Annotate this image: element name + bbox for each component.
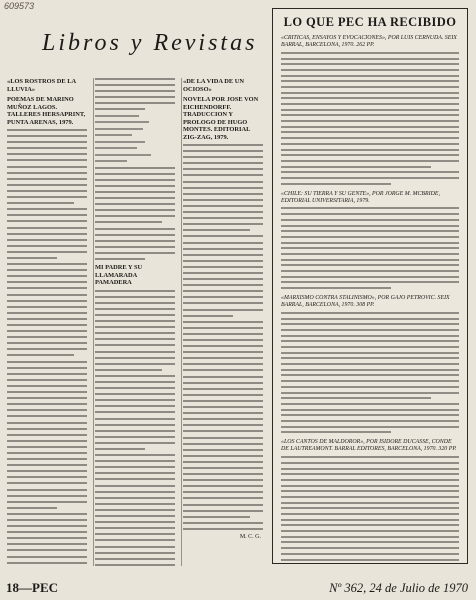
article-subheadline: NOVELA POR JOSE VON EICHENDORFF. TRADUCCION Y PROLOGO DE HUGO MONTES. EDITORIAL ZIG-ZAG, 1979.	[183, 96, 259, 141]
illegible-text-block	[281, 52, 459, 185]
received-books-box	[272, 8, 468, 564]
column-1	[7, 78, 87, 566]
page-number: 18—PEC	[6, 580, 58, 595]
illegible-text-block	[7, 129, 87, 564]
received-entry-heading: «MARXISMO CONTRA STALINISMO», POR GAJO PETROVIC. SEIX BARRAL, BARCELONA, 1970. 308 PP.	[281, 295, 450, 308]
illegible-text-block	[95, 167, 175, 260]
received-entry	[281, 35, 459, 185]
illegible-text-block	[95, 290, 175, 566]
received-entry-heading: «CHILE: SU TIERRA Y SU GENTE», POR JORGE M. MCBRIDE, EDITORIAL UNIVERSITARIA, 1979.	[281, 190, 440, 204]
issue-date: Nº 362, 24 de Julio de 1970	[329, 581, 468, 595]
received-books-title: LO QUE PEC HA RECIBIDO	[283, 15, 457, 29]
article-headline: «DE LA VIDA DE UN OCIOSO»	[183, 78, 244, 93]
received-entry-heading: «LOS CANTOS DE MALDOROR», POR ISIDORE DUCASSE, CONDE DE LAUTREAMONT. BARRAL EDITORES, BARCELONA, 1970. 320 PP.	[281, 439, 457, 453]
illegible-text-block	[183, 144, 263, 530]
article-subheadline: POEMAS DE MARINO MUÑOZ LAGOS. TALLERES HERSAPRINT, PUNTA ARENAS, 1979.	[7, 96, 86, 126]
received-entry	[281, 439, 459, 564]
illegible-text-block	[281, 312, 459, 433]
received-entry	[281, 295, 459, 433]
column-2	[95, 78, 175, 566]
received-entry	[281, 191, 459, 289]
archive-stamp: 609573	[4, 1, 35, 11]
illegible-text-block	[281, 207, 459, 289]
illegible-poem-block	[95, 115, 175, 163]
poem-title: MI PADRE Y SU LLAMARADA PAMADERA	[95, 264, 143, 287]
article-signature: M. C. G.	[239, 534, 261, 540]
received-entry-heading: «CRITICAS, ENSAYOS Y EVOCACIONES», POR LUIS CERNUDA. SEIX BARRAL, BARCELONA, 1970. 262 PP.	[281, 35, 457, 48]
illegible-text-block	[95, 78, 175, 110]
section-title: Libros y Revistas	[42, 30, 258, 56]
reviews-area	[7, 78, 264, 566]
article-headline: «LOS ROSTROS DE LA LLUVIA»	[7, 78, 76, 93]
illegible-text-block	[281, 456, 459, 564]
column-3	[183, 78, 263, 566]
